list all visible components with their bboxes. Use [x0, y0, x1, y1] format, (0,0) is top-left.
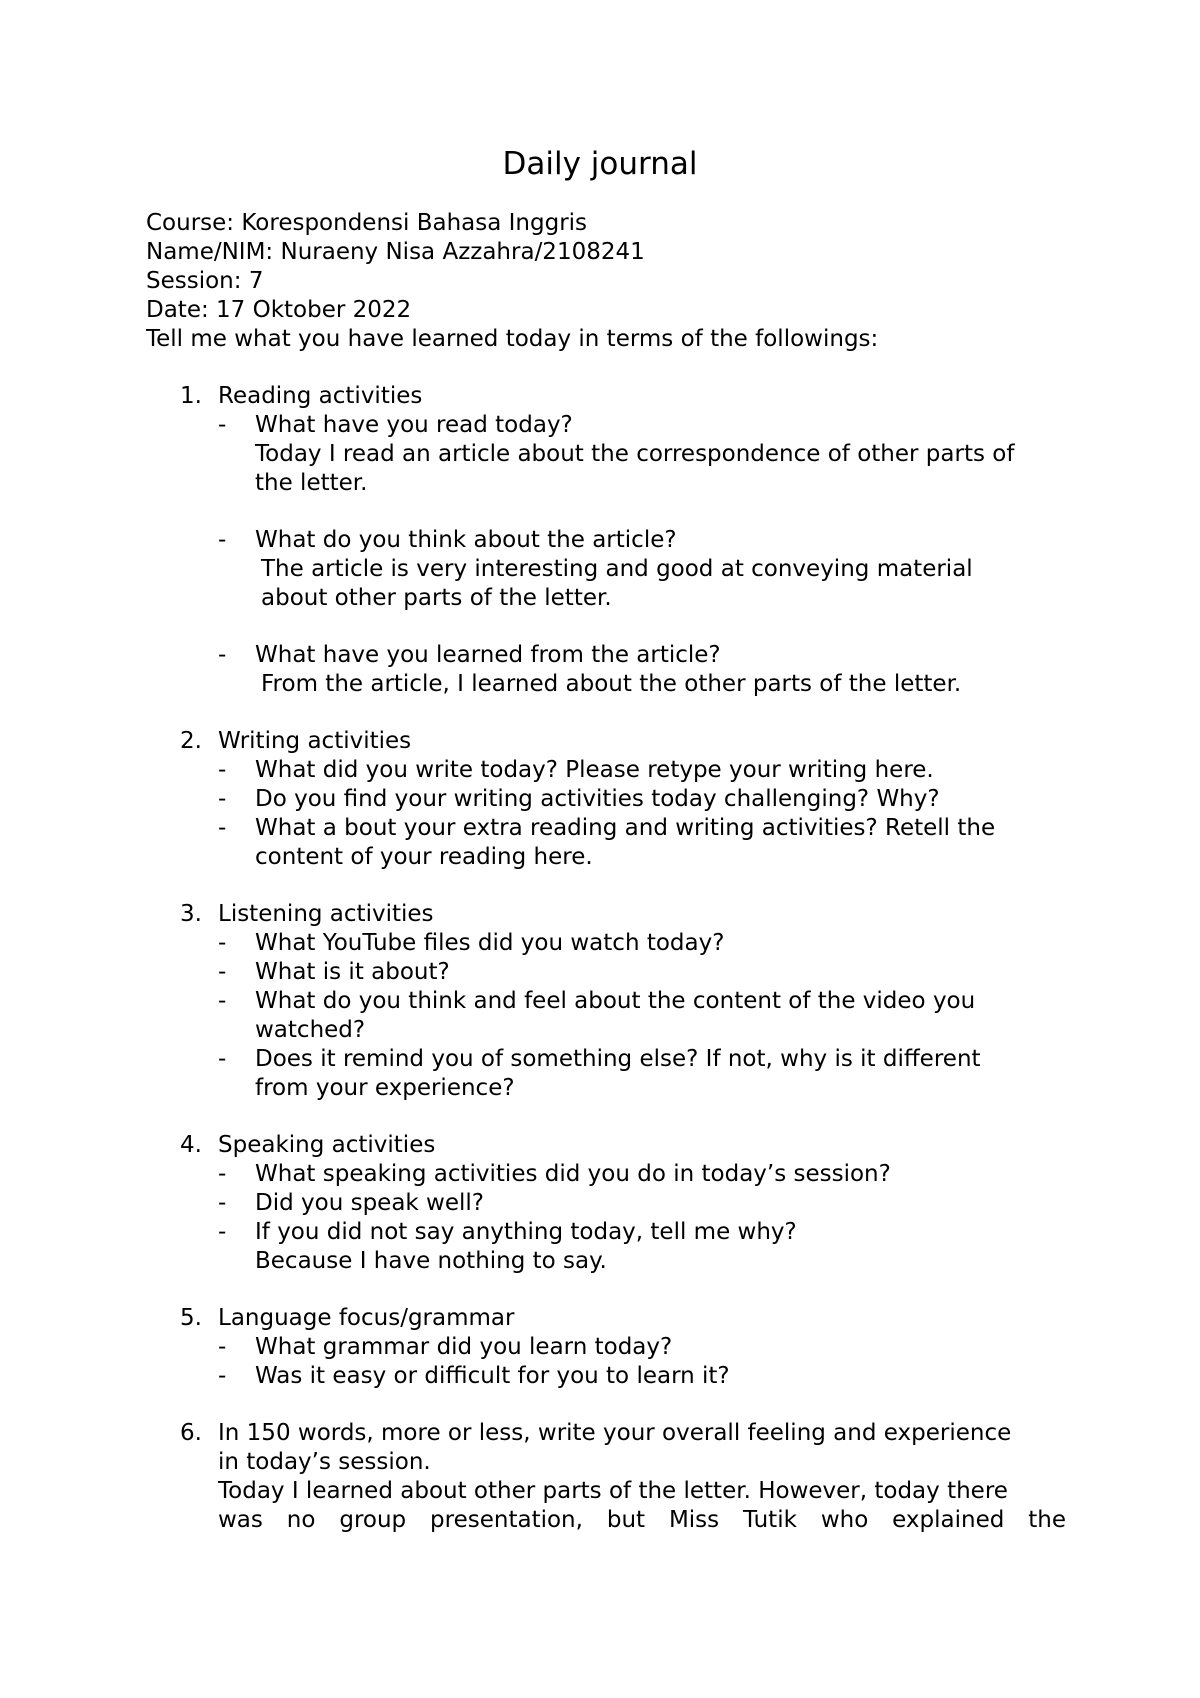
- question-text: What do you think and feel about the content of the video you: [255, 988, 976, 1014]
- list-number: 6.: [180, 1420, 202, 1446]
- prompt-line: Tell me what you have learned today in terms of the followings:: [146, 326, 879, 352]
- question-text: What have you learned from the article?: [255, 642, 721, 668]
- bullet-dash: -: [218, 1046, 227, 1072]
- answer-line: the letter.: [255, 470, 368, 496]
- question: [146, 411, 1066, 440]
- bullet-dash: -: [218, 988, 227, 1014]
- heading-text: Reading activities: [218, 383, 423, 409]
- question-text: Was it easy or difficult for you to learn it?: [255, 1363, 730, 1389]
- bullet-dash: -: [218, 412, 227, 438]
- date-line: Date: 17 Oktober 2022: [146, 297, 412, 323]
- bullet-dash: -: [218, 1190, 227, 1216]
- section-heading: [146, 1131, 1066, 1160]
- question-text: What is it about?: [255, 959, 450, 985]
- bullet-dash: -: [218, 786, 227, 812]
- bullet-dash: -: [218, 1334, 227, 1360]
- question-text: What YouTube files did you watch today?: [255, 930, 725, 956]
- list-number: 1.: [180, 383, 202, 409]
- bullet-dash: -: [218, 1363, 227, 1389]
- heading-text: Listening activities: [218, 901, 434, 927]
- question: [146, 641, 1066, 670]
- question-text: What do you think about the article?: [255, 527, 677, 553]
- document-body: [146, 209, 1066, 1535]
- section-heading: [146, 382, 1066, 411]
- heading-text: Writing activities: [218, 728, 412, 754]
- section-heading: [146, 900, 1066, 929]
- answer-line: Because I have nothing to say.: [255, 1248, 607, 1274]
- question-text: Does it remind you of something else? If not, why is it different: [255, 1046, 981, 1072]
- question-text: Did you speak well?: [255, 1190, 484, 1216]
- question: [146, 1333, 1066, 1362]
- question: [146, 1218, 1066, 1247]
- list-number: 2.: [180, 728, 202, 754]
- section-overall: [146, 1419, 1066, 1535]
- document-title: Daily journal: [502, 146, 698, 182]
- question-continuation: from your experience?: [255, 1075, 515, 1101]
- answer-line-justified: was no group presentation, but Miss Tutik who explained the: [218, 1507, 1066, 1533]
- heading-text: In 150 words, more or less, write your overall feeling and experience: [218, 1420, 1012, 1446]
- question: [146, 526, 1066, 555]
- list-number: 5.: [180, 1305, 202, 1331]
- section-heading: [146, 727, 1066, 756]
- list-number: 3.: [180, 901, 202, 927]
- section-heading: [146, 1304, 1066, 1333]
- answer-line: From the article, I learned about the other parts of the letter.: [261, 671, 962, 697]
- bullet-dash: -: [218, 757, 227, 783]
- bullet-dash: -: [218, 959, 227, 985]
- question-text: If you did not say anything today, tell me why?: [255, 1219, 797, 1245]
- name-line: Name/NIM: Nuraeny Nisa Azzahra/2108241: [146, 239, 645, 265]
- question: [146, 814, 1066, 843]
- section-heading: [146, 1419, 1066, 1448]
- question: [146, 756, 1066, 785]
- question-text: What grammar did you learn today?: [255, 1334, 673, 1360]
- question: [146, 987, 1066, 1016]
- bullet-dash: -: [218, 642, 227, 668]
- answer-line: Today I read an article about the correspondence of other parts of: [255, 441, 1015, 467]
- question: [146, 1160, 1066, 1189]
- session-line: Session: 7: [146, 268, 264, 294]
- answer-line: about other parts of the letter.: [261, 585, 612, 611]
- list-number: 4.: [180, 1132, 202, 1158]
- question-text: What speaking activities did you do in today’s session?: [255, 1161, 891, 1187]
- section-grammar: [146, 1304, 1066, 1391]
- question: [146, 958, 1066, 987]
- bullet-dash: -: [218, 815, 227, 841]
- question: [146, 1045, 1066, 1074]
- question-continuation: content of your reading here.: [255, 844, 593, 870]
- answer-line: Today I learned about other parts of the letter. However, today there: [218, 1478, 1008, 1504]
- bullet-dash: -: [218, 930, 227, 956]
- question: [146, 929, 1066, 958]
- heading-text: Language focus/grammar: [218, 1305, 515, 1331]
- question-text: What a bout your extra reading and writing activities? Retell the: [255, 815, 996, 841]
- bullet-dash: -: [218, 1219, 227, 1245]
- answer-line: The article is very interesting and good at conveying material: [261, 556, 973, 582]
- question-text: What have you read today?: [255, 412, 573, 438]
- bullet-dash: -: [218, 527, 227, 553]
- question: [146, 785, 1066, 814]
- question-continuation: watched?: [255, 1017, 366, 1043]
- question: [146, 1362, 1066, 1391]
- section-writing: [146, 727, 1066, 872]
- question-text: Do you find your writing activities today challenging? Why?: [255, 786, 940, 812]
- question: [146, 1189, 1066, 1218]
- heading-text: Speaking activities: [218, 1132, 436, 1158]
- bullet-dash: -: [218, 1161, 227, 1187]
- heading-continuation: in today’s session.: [218, 1449, 431, 1475]
- question-text: What did you write today? Please retype your writing here.: [255, 757, 934, 783]
- section-reading: [146, 382, 1066, 699]
- course-line: Course: Korespondensi Bahasa Inggris: [146, 210, 588, 236]
- section-listening: [146, 900, 1066, 1103]
- section-speaking: [146, 1131, 1066, 1276]
